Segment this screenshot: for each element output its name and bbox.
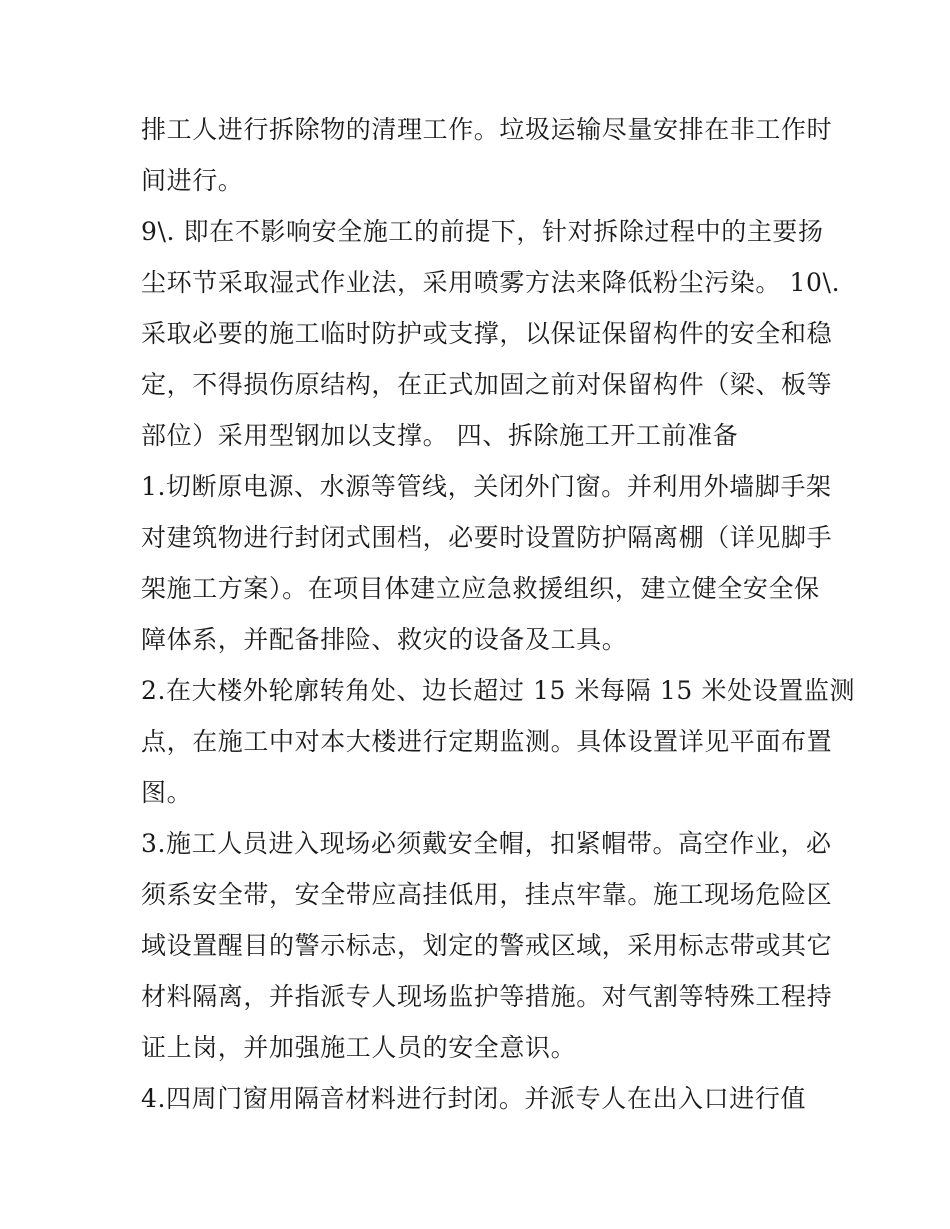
text-line: 材料隔离，并指派专人现场监护等措施。对气割等特殊工程持 (141, 982, 833, 1011)
text-line: 对建筑物进行封闭式围档，必要时设置防护隔离棚（详见脚手 (141, 523, 833, 552)
text-line: 尘环节采取湿式作业法，采用喷雾方法来降低粉尘污染。 10\. (141, 268, 841, 297)
text-line: 采取必要的施工临时防护或支撑，以保证保留构件的安全和稳 (141, 319, 833, 348)
text-line: 须系安全带，安全带应高挂低用，挂点牢靠。施工现场危险区 (141, 880, 833, 909)
text-line: 点，在施工中对本大楼进行定期监测。具体设置详见平面布置 (141, 727, 833, 756)
text-line: 域设置醒目的警示标志，划定的警戒区域，采用标志带或其它 (141, 931, 833, 960)
text-line: 障体系，并配备排险、救灾的设备及工具。 (141, 625, 628, 654)
text-line: 定，不得损伤原结构，在正式加固之前对保留构件（梁、板等 (141, 370, 833, 399)
text-line: 图。 (141, 778, 193, 807)
text-line: 3.施工人员进入现场必须戴安全帽，扣紧帽带。高空作业，必 (141, 829, 832, 858)
text-line: 架施工方案）。在项目体建立应急救援组织，建立健全安全保 (141, 574, 820, 603)
body-text (141, 104, 856, 1124)
text-line: 证上岗，并加强施工人员的安全意识。 (141, 1033, 577, 1062)
text-line: 2.在大楼外轮廓转角处、边长超过 15 米每隔 15 米处设置监测 (141, 676, 856, 705)
text-line: 1.切断原电源、水源等管线，关闭外门窗。并利用外墙脚手架 (141, 472, 832, 501)
text-line: 间进行。 (141, 166, 244, 195)
text-line: 部位）采用型钢加以支撑。 四、拆除施工开工前准备 (141, 421, 739, 450)
text-line: 排工人进行拆除物的清理工作。垃圾运输尽量安排在非工作时 (141, 115, 833, 144)
text-line: 9\. 即在不影响安全施工的前提下，针对拆除过程中的主要扬 (141, 217, 824, 246)
text-line: 4.四周门窗用隔音材料进行封闭。并派专人在出入口进行值 (141, 1084, 807, 1113)
